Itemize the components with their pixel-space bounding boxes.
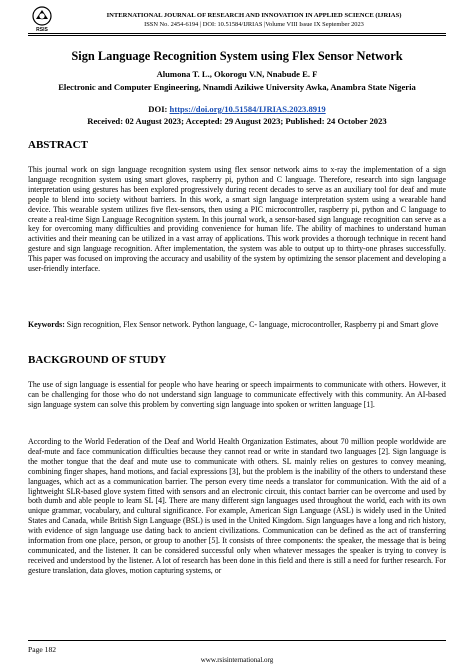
paper-dates: Received: 02 August 2023; Accepted: 29 August 2023; Published: 24 October 2023 — [87, 116, 387, 126]
paper-affiliation: Electronic and Computer Engineering, Nnamdi Azikiwe University Awka, Anambra State Nigeria — [58, 82, 416, 92]
paper-authors: Alumona T. L., Okorogu V.N, Nnabude E. F — [156, 69, 318, 79]
page-number: Page 182 — [28, 645, 57, 654]
header-rule-secondary — [28, 35, 446, 36]
svg-text:RSIS: RSIS — [36, 27, 48, 32]
paper-title: Sign Language Recognition System using Flex Sensor Network — [71, 49, 403, 63]
keywords-label: Keywords: — [28, 320, 65, 329]
abstract-text: This journal work on sign language recognition system using flex sensor network aims to x-ray the implementation of a sign language recognition system using smart gloves, raspberry pi, python and C language. Therefore, research into sign language interpretation using gestures has been explored progressively during recent decades to serve as an auxiliary tool for deaf and mute people to blend into society without barriers. In this work, a smart sign language interpretation system using a wearable hand device. This wearable system utilizes five flex-sensors, then using a PIC microcontroller, raspberry pi, python and C language to create a real-time Sign Language Recognition system. In this journal work, a sensor-based sign language recognition can serve as a key for overcoming many difficulties and providing convenience for human life. The ability of machines to understand human activities and their meaning can be utilized in a vast array of applications. This work provides a thorough technique in recent hand gesture and sign language recognition. After implementation, the system was able to output up to thirty-one phrases successfully. This paper was focused on improving the accuracy and usability of the system by optimizing the sensor placement and developing a user-friendly interface. — [28, 165, 446, 274]
keywords-text: Sign recognition, Flex Sensor network. Python language, C- language, microcontroller, Raspberry pi and Smart glove — [64, 320, 439, 329]
doi-label: DOI: — [148, 104, 170, 114]
background-paragraph-2: According to the World Federation of the Deaf and World Health Organization Estimates, about 70 million people worldwide are deaf-mute and face communication difficulties because they cannot read or write in standard two languages [2]. Sign language is the mother tongue that the deaf and mute use to communicate with others. SL mainly relies on gestures to convey meaning, combining finger shapes, hand motions, and facial expressions [3], but the problem is the inability of the others to understand these languages, which act as a communication barrier. The person every time needs a translator for communication. With the aid of a lightweight SLR-based glove system fitted with sensors and an electronic circuit, this contact barrier can be overcome and used by both dumb and able people to learn SL [4]. There are many different sign languages used throughout the world, each with its own unique grammar, vocabulary, and cultural significance. For example, American Sign Language (ASL) is widely used in the United States and Canada, while British Sign Language (BSL) is used in the United Kingdom. Sign languages have a long and rich history, with evidence of sign language use dating back to ancient civilizations. Communication can be defined as the act of transferring information from one place, person, or group to another [5]. It consists of three components: the speaker, the message that is being communicated, and the listener. It can be considered successful only when whatever messages the speaker is trying to convey is received and understood by the listener. A lot of research has been done in this field and there is still a need for further research. For gesture translation, data gloves, motion capturing systems, or — [28, 437, 446, 575]
paper-doi — [28, 104, 446, 115]
footer-rule — [28, 640, 446, 641]
abstract-heading: ABSTRACT — [28, 139, 88, 151]
journal-meta: ISSN No. 2454-6194 | DOI: 10.51584/IJRIAS |Volume VIII Issue IX September 2023 — [144, 21, 364, 28]
doi-link[interactable]: https://doi.org/10.51584/IJRIAS.2023.8919 — [169, 104, 326, 114]
keywords — [28, 320, 446, 330]
journal-name: INTERNATIONAL JOURNAL OF RESEARCH AND INNOVATION IN APPLIED SCIENCE (IJRIAS) — [106, 12, 402, 19]
journal-logo-icon — [30, 6, 54, 32]
background-heading: BACKGROUND OF STUDY — [28, 354, 167, 366]
header-rule — [28, 33, 446, 34]
background-paragraph-1: The use of sign language is essential for people who have hearing or speech impairments to communicate with others. However, it can be challenging for those who do not understand sign language to communicate effectively with this community. An AI-based sign language system can solve this problem by converting sign language into spoken or written language [1]. — [28, 380, 446, 409]
footer-website: www.rsisinternational.org — [200, 656, 274, 664]
